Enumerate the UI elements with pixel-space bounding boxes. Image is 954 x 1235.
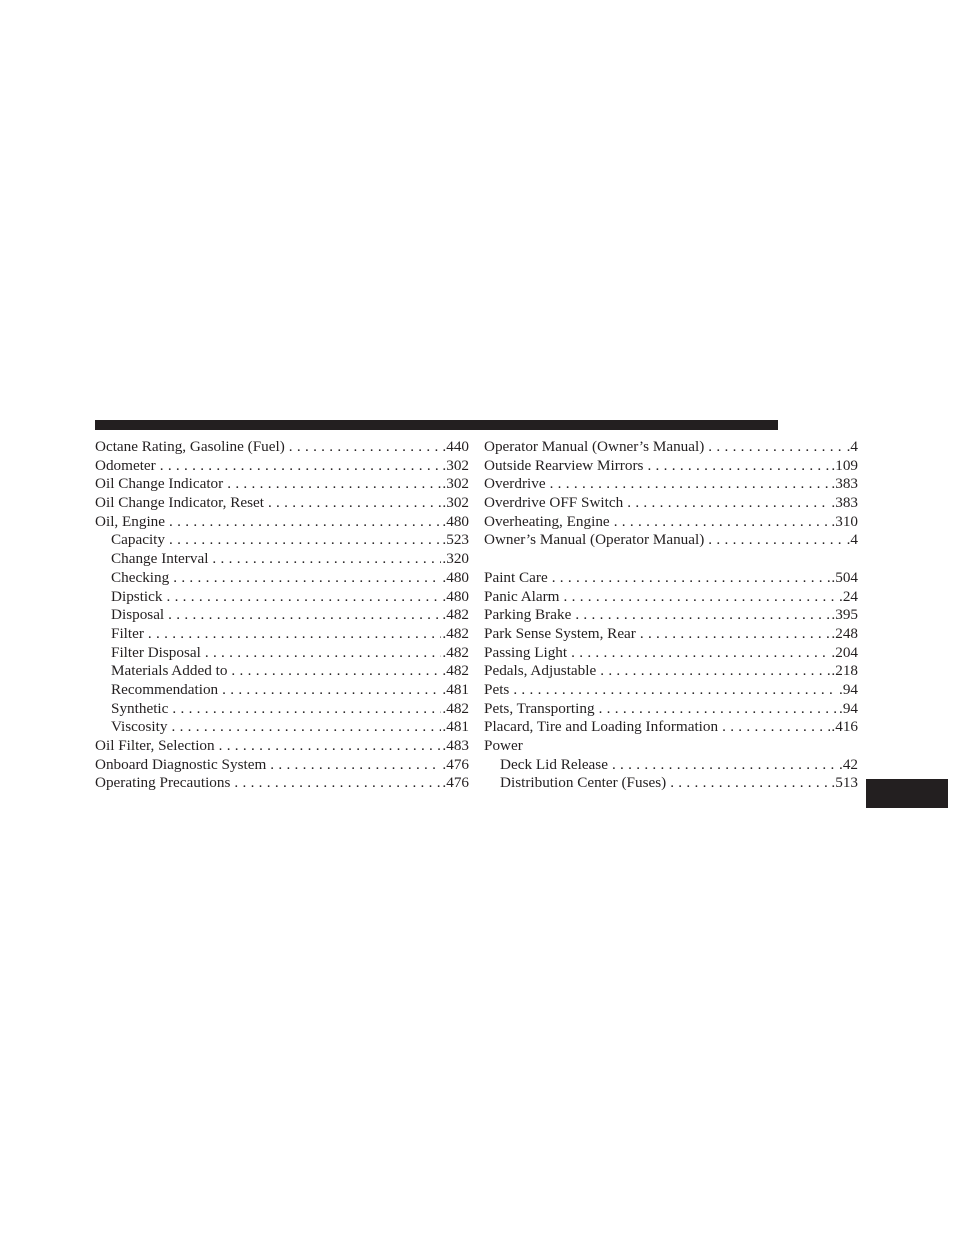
index-term: Dipstick	[111, 587, 163, 605]
index-column-right	[484, 438, 858, 793]
index-entry	[484, 644, 858, 663]
index-entry	[484, 438, 858, 457]
index-term: Odometer	[95, 456, 156, 474]
index-term: Checking	[111, 568, 170, 586]
dot-leader	[627, 494, 830, 513]
index-entry	[484, 681, 858, 700]
index-term: Disposal	[111, 606, 165, 624]
index-subentry	[95, 569, 469, 588]
index-entry	[484, 588, 858, 607]
dot-leader	[564, 588, 839, 607]
index-subentry	[95, 644, 469, 663]
dot-leader	[270, 756, 441, 775]
index-subentry	[95, 531, 469, 550]
dot-leader	[640, 625, 831, 644]
index-term: Power	[484, 737, 523, 754]
index-entry	[484, 718, 858, 737]
index-term: Filter Disposal	[111, 643, 201, 661]
index-entry	[484, 513, 858, 532]
index-entry	[484, 569, 858, 588]
dot-leader	[571, 644, 830, 663]
index-term: Onboard Diagnostic System	[95, 755, 267, 773]
index-term: Capacity	[111, 531, 165, 549]
index-page-number: .42	[839, 755, 858, 773]
dot-leader	[222, 681, 441, 700]
index-page-number: .302	[442, 456, 469, 474]
dot-leader	[575, 606, 830, 625]
index-term: Overheating, Engine	[484, 512, 610, 530]
index-page-number: .94	[839, 680, 858, 698]
index-entry	[484, 625, 858, 644]
index-term: Paint Care	[484, 568, 548, 586]
index-term: Park Sense System, Rear	[484, 624, 636, 642]
index-term: Recommendation	[111, 680, 219, 698]
index-term: Viscosity	[111, 718, 168, 736]
dot-leader	[171, 718, 441, 737]
index-page-number: .4	[846, 438, 858, 455]
index-term: Operating Precautions	[95, 774, 231, 792]
dot-leader	[670, 774, 830, 793]
index-term: Oil Change Indicator, Reset	[95, 494, 264, 512]
index-page-number: .24	[839, 587, 858, 605]
index-page-number: .480	[442, 587, 469, 605]
index-term: Parking Brake	[484, 606, 572, 624]
index-entry	[484, 531, 858, 550]
index-term: Octane Rating, Gasoline (Fuel)	[95, 438, 285, 455]
index-page-number: .320	[442, 550, 469, 568]
index-term: Panic Alarm	[484, 587, 560, 605]
index-term: Oil Filter, Selection	[95, 737, 215, 754]
index-page-number: .482	[442, 699, 469, 717]
dot-leader	[722, 718, 830, 737]
index-page-number: .383	[831, 494, 858, 512]
index-term: Pets, Transporting	[484, 699, 595, 717]
index-page-number: .482	[442, 643, 469, 661]
dot-leader	[599, 700, 838, 719]
dot-leader	[169, 531, 441, 550]
index-subentry	[95, 681, 469, 700]
dot-leader	[212, 550, 441, 569]
index-term: Distribution Center (Fuses)	[500, 774, 667, 792]
index-term: Synthetic	[111, 699, 169, 717]
index-term: Owner’s Manual (Operator Manual)	[484, 531, 705, 549]
index-entry	[95, 774, 469, 793]
dot-leader	[289, 438, 442, 457]
dot-leader	[614, 513, 831, 532]
index-page-number: .4	[846, 531, 858, 549]
index-entry	[484, 606, 858, 625]
index-page-number: .440	[442, 438, 469, 455]
dot-leader	[234, 774, 441, 793]
index-subentry	[484, 756, 858, 775]
dot-leader	[173, 569, 441, 588]
index-page-number: .481	[442, 718, 469, 736]
index-subentry	[484, 774, 858, 793]
index-entry	[95, 457, 469, 476]
index-page-number: .248	[831, 624, 858, 642]
index-term: Operator Manual (Owner’s Manual)	[484, 438, 705, 455]
index-page-number: .523	[442, 531, 469, 549]
index-column-left	[95, 438, 469, 793]
index-page-number: .476	[442, 774, 469, 792]
index-page-number: .395	[831, 606, 858, 624]
index-term: Deck Lid Release	[500, 755, 608, 773]
index-page-number: .416	[831, 718, 858, 736]
index-page-number: .482	[442, 662, 469, 680]
index-term: Passing Light	[484, 643, 568, 661]
index-term: Filter	[111, 624, 144, 642]
index-entry	[95, 475, 469, 494]
dot-leader	[231, 662, 441, 681]
index-page-number: .483	[442, 737, 469, 754]
index-page-number: .383	[831, 475, 858, 493]
dot-leader	[205, 644, 442, 663]
index-term: Overdrive OFF Switch	[484, 494, 624, 512]
index-page-number: .109	[831, 456, 858, 474]
index-term: Placard, Tire and Loading Information	[484, 718, 719, 736]
index-page-number: .218	[831, 662, 858, 680]
dot-leader	[708, 531, 845, 550]
dot-leader	[708, 438, 845, 457]
dot-leader	[227, 475, 441, 494]
index-entry	[484, 662, 858, 681]
index-entry	[484, 475, 858, 494]
index-page-number: .94	[839, 699, 858, 717]
index-page-number: .204	[831, 643, 858, 661]
dot-leader	[166, 588, 441, 607]
dot-leader	[172, 700, 441, 719]
section-top-rule	[95, 420, 778, 430]
index-subentry	[95, 588, 469, 607]
index-page-number: .302	[442, 494, 469, 512]
dot-leader	[219, 737, 442, 756]
index-term: Oil, Engine	[95, 512, 166, 530]
index-page-number: .480	[442, 568, 469, 586]
dot-leader	[513, 681, 838, 700]
dot-leader	[160, 457, 442, 476]
index-page-number: .481	[442, 680, 469, 698]
index-entry	[95, 756, 469, 775]
index-subentry	[95, 718, 469, 737]
dot-leader	[268, 494, 441, 513]
index-entry	[484, 737, 858, 756]
index-term: Outside Rearview Mirrors	[484, 456, 644, 474]
dot-leader	[550, 475, 831, 494]
index-term: Materials Added to	[111, 662, 228, 680]
index-gap	[484, 550, 858, 569]
index-subentry	[95, 550, 469, 569]
index-page-number: .482	[442, 624, 469, 642]
index-page-number: .480	[442, 512, 469, 530]
index-subentry	[95, 606, 469, 625]
index-page-number: .476	[442, 755, 469, 773]
index-page-number: .513	[831, 774, 858, 792]
index-page-number: .310	[831, 512, 858, 530]
index-page-number: .302	[442, 475, 469, 493]
index-entry	[484, 700, 858, 719]
index-term: Change Interval	[111, 550, 209, 568]
index-term: Pedals, Adjustable	[484, 662, 597, 680]
dot-leader	[148, 625, 442, 644]
dot-leader	[169, 513, 441, 532]
index-term: Oil Change Indicator	[95, 475, 224, 493]
dot-leader	[612, 756, 838, 775]
index-subentry	[95, 625, 469, 644]
dot-leader	[600, 662, 830, 681]
dot-leader	[552, 569, 831, 588]
index-entry	[95, 438, 469, 457]
index-term: Pets	[484, 680, 510, 698]
index-subentry	[95, 700, 469, 719]
index-entry	[95, 737, 469, 756]
index-entry	[95, 494, 469, 513]
dot-leader	[647, 457, 830, 476]
section-thumb-tab	[866, 779, 948, 808]
index-page-number: .482	[442, 606, 469, 624]
index-subentry	[95, 662, 469, 681]
index-entry	[484, 494, 858, 513]
index-entry	[95, 513, 469, 532]
index-entry	[484, 457, 858, 476]
dot-leader	[168, 606, 441, 625]
index-term: Overdrive	[484, 475, 546, 493]
index-page-number: .504	[831, 568, 858, 586]
